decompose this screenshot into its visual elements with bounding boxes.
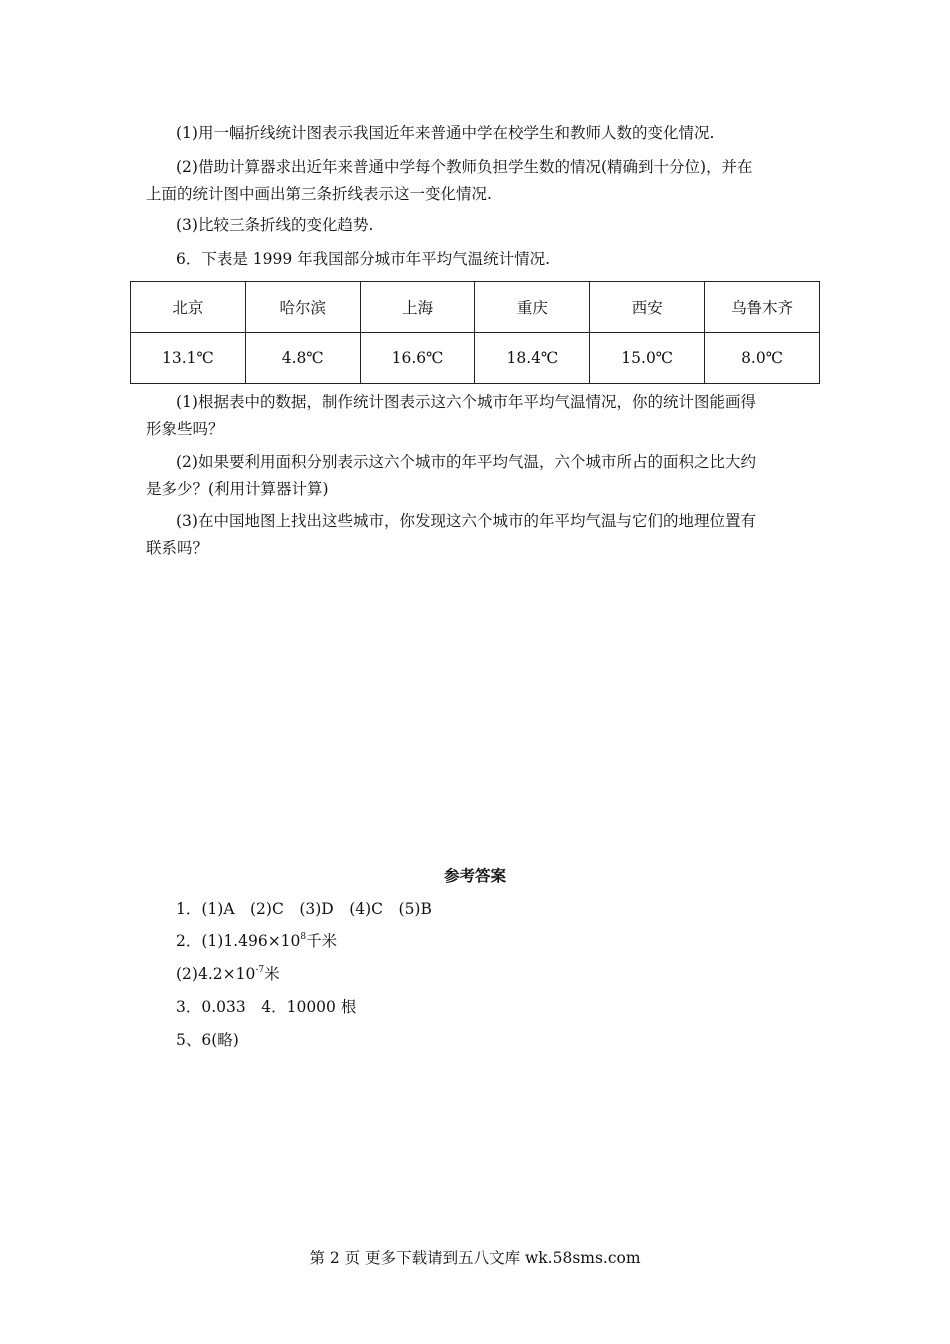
city-row xyxy=(131,282,820,333)
answer-2-2-unit: 米 xyxy=(264,965,280,983)
city-cell: 哈尔滨 xyxy=(245,282,360,333)
answer-2-1-base: 2．(1)1.496×10 xyxy=(176,932,301,950)
answer-3-4: 3．0.033 4．10000 根 xyxy=(176,998,357,1016)
answer-5-6: 5、6(略) xyxy=(176,1031,239,1049)
answer-2-1-exponent: 8 xyxy=(300,932,307,942)
answer-2-2-exponent: -7 xyxy=(255,965,265,975)
temperature-cell: 16.6℃ xyxy=(360,333,475,384)
question-6-3-line2: 联系吗？ xyxy=(146,539,209,557)
city-cell: 上海 xyxy=(360,282,475,333)
city-cell: 乌鲁木齐 xyxy=(705,282,820,333)
page-footer: 第 2 页 更多下载请到五八文库 wk.58sms.com xyxy=(309,1249,641,1267)
city-cell: 西安 xyxy=(590,282,705,333)
temperature-cell: 15.0℃ xyxy=(590,333,705,384)
question-6-2-line1: (2)如果要利用面积分别表示这六个城市的年平均气温，六个城市所占的面积之比大约 xyxy=(176,453,756,471)
temperature-row xyxy=(131,333,820,384)
temperature-cell: 18.4℃ xyxy=(475,333,590,384)
answer-2-2 xyxy=(176,964,280,984)
answer-2-1-unit: 千米 xyxy=(306,932,338,950)
answer-2-2-base: (2)4.2×10 xyxy=(176,965,256,983)
city-cell: 重庆 xyxy=(475,282,590,333)
question-6-1-line1: (1)根据表中的数据，制作统计图表示这六个城市年平均气温情况，你的统计图能画得 xyxy=(176,393,756,411)
question-6-intro: 6．下表是 1999 年我国部分城市年平均气温统计情况. xyxy=(176,250,551,268)
temperature-cell: 4.8℃ xyxy=(245,333,360,384)
question-5-1: (1)用一幅折线统计图表示我国近年来普通中学在校学生和教师人数的变化情况. xyxy=(176,124,715,142)
temperature-cell: 13.1℃ xyxy=(131,333,246,384)
answer-1: 1．(1)A (2)C (3)D (4)C (5)B xyxy=(176,900,432,918)
question-6-3-line1: (3)在中国地图上找出这些城市，你发现这六个城市的年平均气温与它们的地理位置有 xyxy=(176,512,756,530)
temperature-cell: 8.0℃ xyxy=(705,333,820,384)
answers-title: 参考答案 xyxy=(443,866,506,885)
temperature-table xyxy=(130,281,820,384)
question-6-1-line2: 形象些吗？ xyxy=(146,420,224,438)
question-5-2-line2: 上面的统计图中画出第三条折线表示这一变化情况. xyxy=(146,185,492,203)
question-5-3: (3)比较三条折线的变化趋势. xyxy=(176,216,374,234)
city-cell: 北京 xyxy=(131,282,246,333)
question-6-2-line2: 是多少？(利用计算器计算) xyxy=(146,480,329,498)
question-5-2-line1: (2)借助计算器求出近年来普通中学每个教师负担学生数的情况(精确到十分位)，并在 xyxy=(176,158,753,176)
answer-2-1 xyxy=(176,931,337,951)
